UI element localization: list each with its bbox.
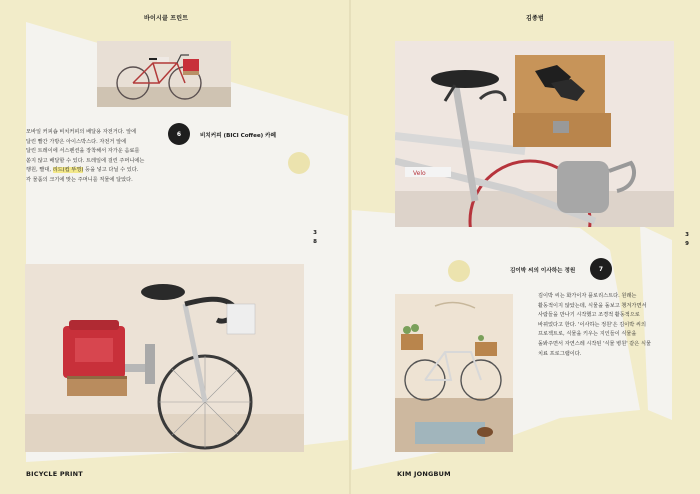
highlighted-term: 리드(컵 뚜껑) (52, 167, 84, 174)
body-line: 바뀌었다고 한다. '이사하는 정원'은 김이박 씨의 (538, 321, 646, 328)
photo-bicycle-side (97, 41, 231, 107)
decorative-circle (448, 260, 470, 282)
body-line: 돌봐주면서 자연스레 시작된 '식물 병원' 같은 식물 (538, 340, 651, 347)
right-page-number (684, 231, 690, 249)
page-digit: 3 (685, 232, 689, 238)
page-gutter (349, 0, 351, 494)
body-fragment: 행원, 빨대, (26, 167, 53, 174)
photo-bicycle-wooden-box (395, 41, 674, 227)
body-fragment: 등을 넣고 다닐 수 있다. (83, 167, 139, 174)
right-footer: KIM JONGBUM (397, 470, 451, 478)
left-header: 바이시클 프린트 (144, 15, 189, 22)
body-line: 달린 빨간 가방은 아이스박스다. 자전거 앞에 (26, 138, 127, 145)
body-line: 프로젝트로, 식물을 키우는 지인들이 식물을 (538, 331, 637, 338)
left-footer: BICYCLE PRINT (26, 470, 83, 478)
photo-bicycle-front-bag (25, 264, 304, 452)
body-line (26, 166, 144, 176)
body-text-right (538, 292, 651, 359)
left-page-number (312, 229, 318, 247)
page-digit: 8 (313, 239, 317, 245)
body-line: 활동적이지 않았는데, 식물을 돌보고 챙겨가면서 (538, 302, 647, 309)
decorative-circle (288, 152, 310, 174)
body-line: 달린 트레이에 서스펜션을 장착해서 자가운 음료를 (26, 148, 140, 155)
photo-bicycle-garden (395, 294, 513, 452)
body-line: 치료 프로그램이다. (538, 350, 582, 357)
right-header: 김종범 (526, 15, 544, 22)
page-digit: 9 (685, 241, 689, 247)
badge-number-7: 7 (590, 258, 612, 280)
svg-text:Velo: Velo (413, 170, 426, 177)
caption-title-right: 김이박 씨의 이사하는 정원 (510, 268, 576, 274)
body-line: 쏟지 않고 배달할 수 있다. 트레일에 걸린 주머니에는 (26, 157, 145, 164)
body-line: 사람들을 만나기 시작했고 조경적 활동적으로 (538, 312, 640, 319)
body-line: 김이박 씨는 화가이자 플로리스트다. 원래는 (538, 293, 637, 299)
body-line: 각 물품의 크기에 맞는 주머니를 직물에 달았다. (26, 176, 133, 183)
page-digit: 3 (313, 230, 317, 236)
badge-number-6: 6 (168, 123, 190, 145)
caption-title-left: 비치커피 (BICI Coffee) 카페 (200, 133, 276, 139)
body-text-left (26, 128, 144, 186)
body-line: 모바일 커피숍 비치커피의 배달용 자전거다. 앞에 (26, 129, 137, 135)
